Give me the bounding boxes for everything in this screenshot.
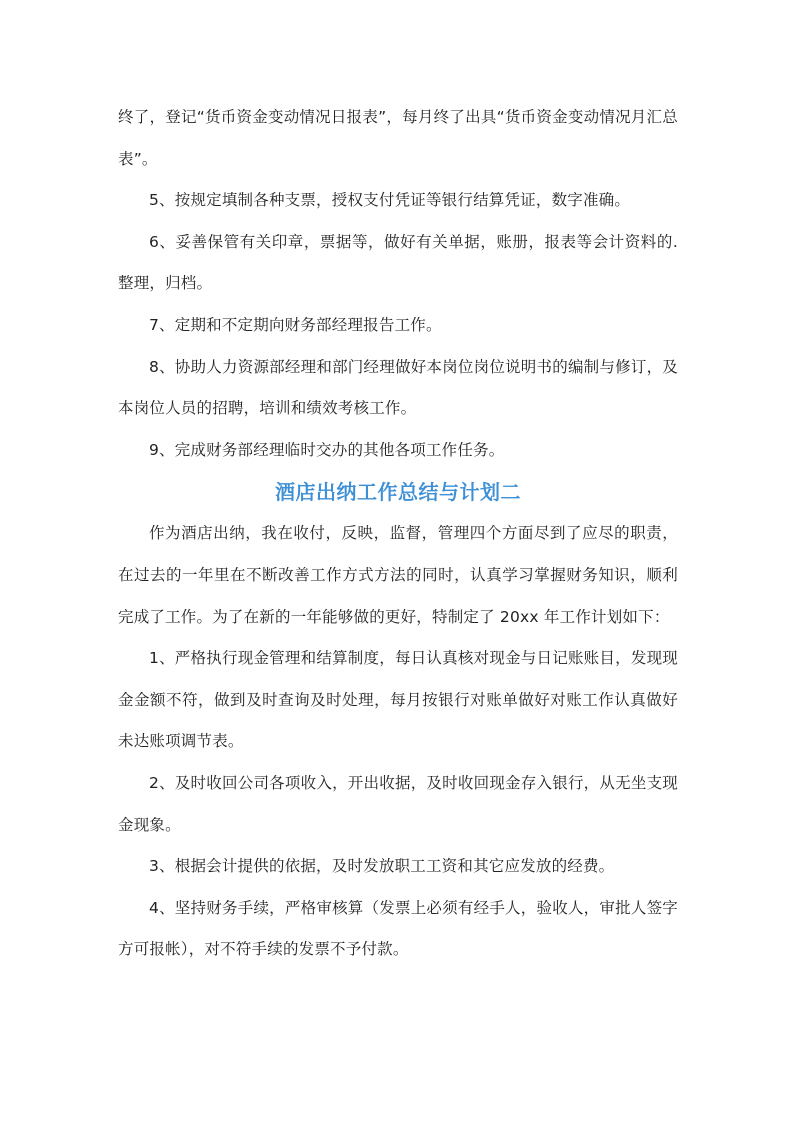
paragraph-item-7: 7、定期和不定期向财务部经理报告工作。 [149, 315, 442, 334]
paragraph-plan-item-3: 3、根据会计提供的依据，及时发放职工工资和其它应发放的经费。 [149, 857, 615, 876]
section-heading: 酒店出纳工作总结与计划二 [275, 480, 521, 505]
paragraph-plan-item-1: 1、严格执行现金管理和结算制度，每日认真核对现金与日记账账目，发现现金金额不符，做到及时查询及时处理，每月按银行对账单做好对账工作认真做好未达账项调节表。 [118, 649, 678, 751]
paragraph-item-5: 5、按规定填制各种支票，授权支付凭证等银行结算凭证，数字准确。 [149, 191, 631, 210]
paragraph-item-8: 8、协助人力资源部经理和部门经理做好本岗位岗位说明书的编制与修订，及本岗位人员的招聘，培训和绩效考核工作。 [118, 357, 678, 418]
paragraph-plan-item-2: 2、及时收回公司各项收入，开出收据，及时收回现金存入银行，从无坐支现金现象。 [118, 773, 678, 834]
paragraph-item-6: 6、妥善保管有关印章，票据等，做好有关单据，账册，报表等会计资料的.整理，归档。 [118, 232, 678, 293]
paragraph-continuation: 终了，登记“货币资金变动情况日报表”，每月终了出具“货币资金变动情况月汇总表”。 [118, 108, 678, 168]
paragraph-plan-item-4: 4、坚持财务手续，严格审核算（发票上必须有经手人，验收人，审批人签字方可报帐），对不符手续的发票不予付款。 [118, 898, 678, 959]
paragraph-intro: 作为酒店出纳，我在收付，反映，监督，管理四个方面尽到了应尽的职责，在过去的一年里在不断改善工作方式方法的同时，认真学习掌握财务知识，顺利完成了工作。为了在新的一年能够做的更好，特制定了 20xx 年工作计划如下： [118, 524, 678, 626]
document-body [118, 97, 678, 971]
paragraph-item-9: 9、完成财务部经理临时交办的其他各项工作任务。 [149, 440, 505, 459]
